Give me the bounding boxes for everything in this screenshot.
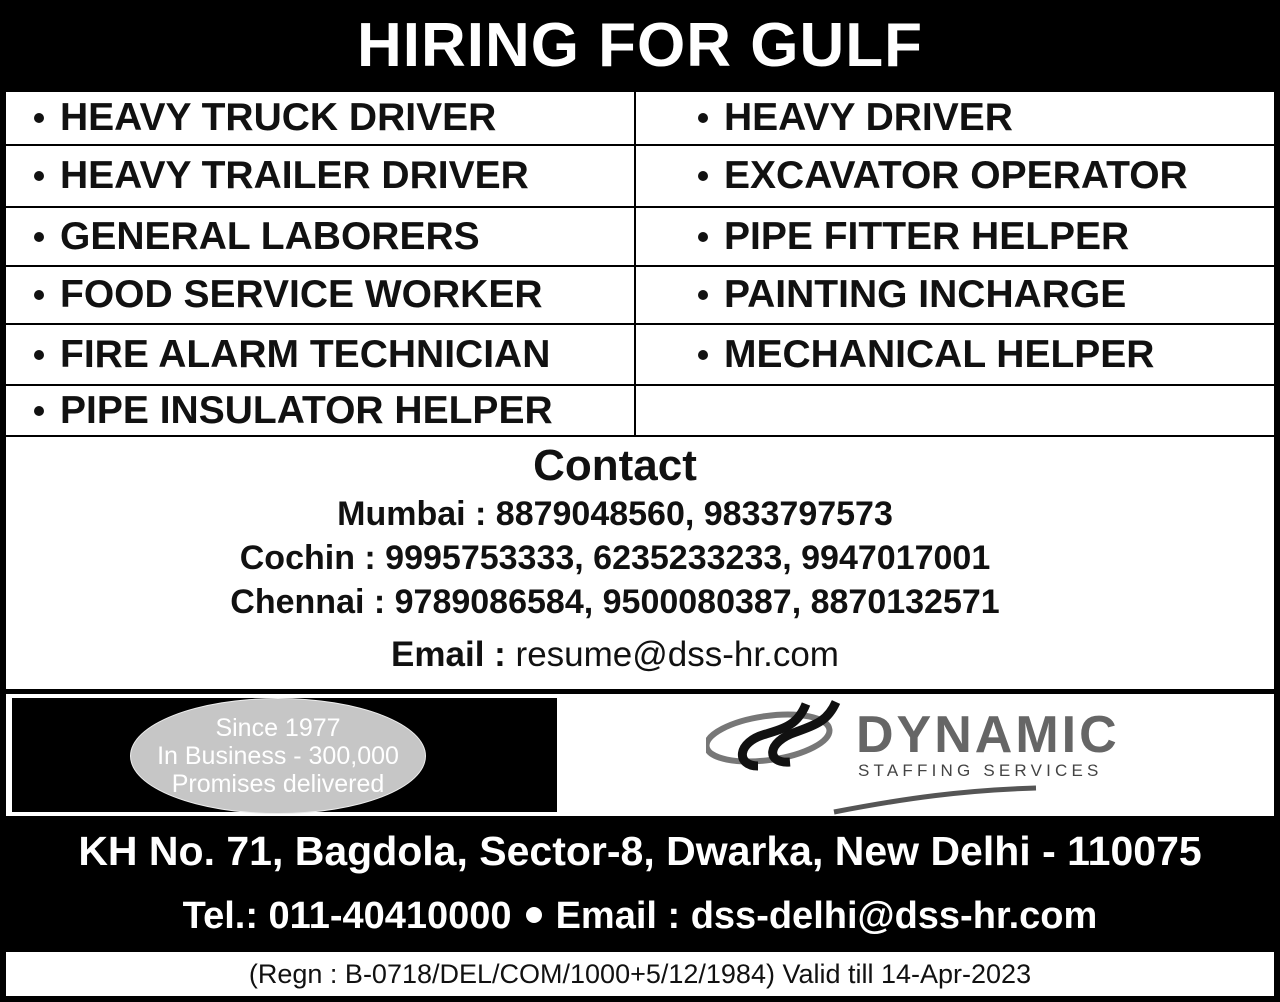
bullet-icon	[698, 113, 708, 123]
address: KH No. 71, Bagdola, Sector-8, Dwarka, New Delhi - 110075	[78, 828, 1202, 874]
job-item: GENERAL LABORERS	[6, 208, 636, 265]
job-row	[6, 386, 1274, 437]
bullet-icon	[698, 350, 708, 360]
job-item: PAINTING INCHARGE	[636, 267, 1274, 323]
logo-name: DYNAMIC	[856, 706, 1120, 764]
job-item: HEAVY TRAILER DRIVER	[6, 146, 636, 206]
job-item: FIRE ALARM TECHNICIAN	[6, 325, 636, 384]
contact-cochin: Cochin : 9995753333, 6235233233, 9947017001	[239, 539, 991, 577]
bullet-icon	[34, 232, 44, 242]
telephone: Tel.: 011-40410000	[182, 895, 512, 937]
job-row	[6, 92, 1274, 146]
footer-email: Email : dss-delhi@dss-hr.com	[555, 895, 1098, 937]
bullet-icon	[34, 406, 44, 416]
job-row	[6, 325, 1274, 386]
badge-panel	[12, 698, 557, 812]
job-row	[6, 208, 1274, 267]
bullet-icon	[698, 290, 708, 300]
bullet-icon	[698, 232, 708, 242]
company-logo	[706, 694, 1126, 816]
bullet-icon	[34, 113, 44, 123]
job-list	[6, 92, 1274, 437]
since-badge: Since 1977 In Business - 300,000 Promises delivered	[130, 698, 426, 814]
email-value: resume@dss-hr.com	[515, 635, 839, 674]
job-item: HEAVY TRUCK DRIVER	[6, 92, 636, 144]
job-item: EXCAVATOR OPERATOR	[636, 146, 1274, 206]
job-item: FOOD SERVICE WORKER	[6, 267, 636, 323]
separator-dot-icon	[526, 907, 542, 923]
page-title: HIRING FOR GULF	[356, 10, 924, 80]
job-item: HEAVY DRIVER	[636, 92, 1274, 144]
job-row	[6, 146, 1274, 208]
telephone-line	[0, 895, 1280, 938]
job-item: MECHANICAL HELPER	[636, 325, 1274, 384]
logo-mark-icon	[706, 694, 1126, 816]
contact-mumbai: Mumbai : 8879048560, 9833797573	[337, 495, 893, 533]
registration-info: (Regn : B-0718/DEL/COM/1000+5/12/1984) Valid till 14-Apr-2023	[6, 952, 1274, 996]
contact-title: Contact	[533, 441, 697, 490]
bullet-icon	[698, 171, 708, 181]
job-item: PIPE FITTER HELPER	[636, 208, 1274, 265]
contact-section	[6, 437, 1274, 689]
job-row	[6, 267, 1274, 325]
contact-chennai: Chennai : 9789086584, 9500080387, 8870132571	[230, 583, 1000, 621]
bullet-icon	[34, 171, 44, 181]
bullet-icon	[34, 350, 44, 360]
logo-tagline: STAFFING SERVICES	[858, 761, 1103, 780]
job-item: PIPE INSULATOR HELPER	[6, 386, 636, 435]
contact-email	[6, 635, 1224, 675]
job-item-empty	[636, 386, 1274, 435]
bullet-icon	[34, 290, 44, 300]
header	[0, 0, 1280, 90]
email-label: Email :	[391, 635, 506, 674]
company-banner	[6, 694, 1274, 816]
